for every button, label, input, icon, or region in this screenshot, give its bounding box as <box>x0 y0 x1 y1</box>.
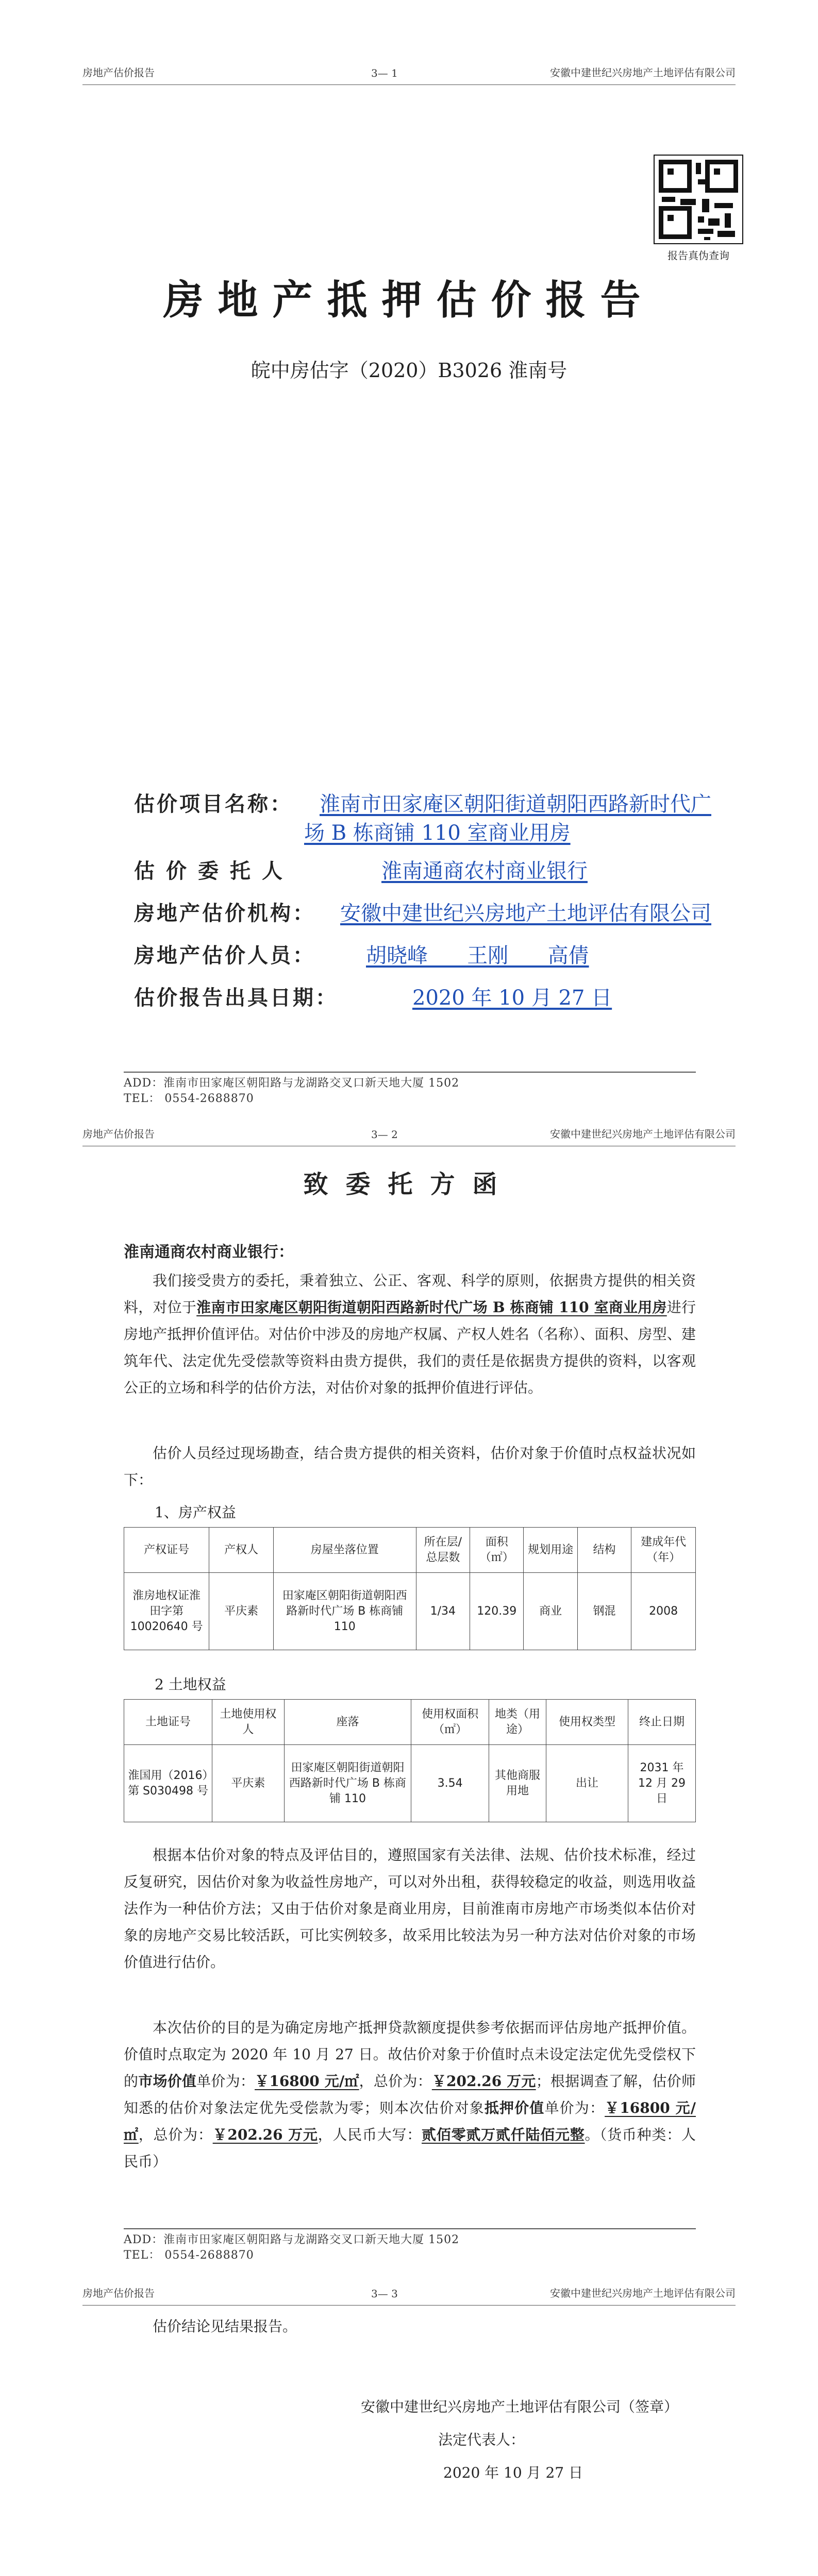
table2-cell: 其他商服用地 <box>489 1745 546 1822</box>
table1-header: 规划用途 <box>524 1528 577 1573</box>
letter-addressee: 淮南通商农村商业银行： <box>124 1243 294 1261</box>
header-company: 安徽中建世纪兴房地产土地评估有限公司 <box>550 2287 736 2299</box>
header-page-number: 3— 3 <box>371 2287 398 2300</box>
letter-paragraph-2: 估价人员经过现场勘查，结合贵方提供的相关资料，估价对象于价值时点权益状况如下： <box>124 1445 696 1488</box>
table1-header: 面积（㎡） <box>470 1528 524 1573</box>
table1-header: 结构 <box>577 1528 631 1573</box>
land-rights-table <box>124 1699 696 1822</box>
table2-cell: 2031 年 12 月 29 日 <box>628 1745 696 1822</box>
table2-header: 土地使用权人 <box>212 1700 285 1745</box>
table1-header: 产权人 <box>209 1528 274 1573</box>
letter-title: 致委托方函 <box>303 1170 515 1199</box>
report-title: 房地产抵押估价报告 <box>163 277 655 324</box>
letter-paragraph-1: 我们接受贵方的委托，秉着独立、公正、客观、科学的原则，依据贵方提供的相关资料，对位于淮南市田家庵区朝阳街道朝阳西路新时代广场 B 栋商铺 110 室商业用房进行房地产抵押价值评估。对估价中涉及的房地产权属、产权人姓名（名称）、面积、房型、建筑年代、法定优先受偿款等资料由贵方提供，我们的责任是依据贵方提供的资料，以客观公正的立场和科学的估价方法，对估价对象的抵押价值进行评估。 <box>124 1272 696 1396</box>
page-1 <box>0 0 818 1118</box>
table2-header: 使用权面积（㎡） <box>411 1700 489 1745</box>
section-land-rights: 2 土地权益 <box>155 1676 226 1693</box>
header-page-number: 3— 2 <box>371 1128 398 1141</box>
table1-cell: 钢混 <box>577 1573 631 1650</box>
market-total-price: ￥202.26 万元 <box>431 2073 536 2090</box>
appraisers-label: 房地产估价人员： <box>134 943 315 968</box>
qr-code[interactable] <box>654 155 743 244</box>
footer-tel: TEL： 0554-2688870 <box>124 1092 254 1105</box>
table-row <box>124 1573 696 1650</box>
page-header <box>82 1123 736 1146</box>
table2-header: 终止日期 <box>628 1700 696 1745</box>
header-page-number: 3— 1 <box>371 67 398 79</box>
agency-value: 安徽中建世纪兴房地产土地评估有限公司 <box>340 902 711 925</box>
letter-paragraph-3: 根据本估价对象的特点及评估目的，遵照国家有关法律、法规、估价技术标准，经过反复研究，因估价对象为收益性房地产，可以对外出租，获得较稳定的收益，则选用收益法作为一种估价方法；又由于估价对象是商业用房，目前淮南市房地产市场类似本估价对象的房地产交易比较活跃，可比实例较多，故采用比较法为另一种方法对估价对象的市场价值进行估价。 <box>124 1846 696 1971</box>
table2-cell: 3.54 <box>411 1745 489 1822</box>
table1-cell: 平庆素 <box>209 1573 274 1650</box>
footer-address: ADD：淮南市田家庵区朝阳路与龙湖路交叉口新天地大厦 1502 <box>124 1077 460 1090</box>
table2-cell: 出让 <box>546 1745 628 1822</box>
table-row <box>124 1745 696 1822</box>
amount-in-words: 贰佰零贰万贰仟陆佰元整 <box>422 2126 585 2143</box>
table2-cell: 淮国用（2016）第 S030498 号 <box>124 1745 212 1822</box>
table1-cell: 120.39 <box>470 1573 524 1650</box>
appraisers-value: 胡晓峰 王刚 高倩 <box>366 944 589 968</box>
signing-company: 安徽中建世纪兴房地产土地评估有限公司（签章） <box>361 2398 679 2415</box>
project-name-value: 淮南市田家庵区朝阳街道朝阳西路新时代广 <box>320 792 711 816</box>
table2-cell: 田家庵区朝阳街道朝阳西路新时代广场 B 栋商铺 110 <box>284 1745 411 1822</box>
table1-cell: 2008 <box>631 1573 696 1650</box>
table1-header: 产权证号 <box>124 1528 209 1573</box>
client-label: 估价委托人 <box>134 859 294 883</box>
table2-cell: 平庆素 <box>212 1745 285 1822</box>
header-company: 安徽中建世纪兴房地产土地评估有限公司 <box>550 66 736 79</box>
table2-header: 土地证号 <box>124 1700 212 1745</box>
table1-header: 建成年代（年） <box>631 1528 696 1573</box>
footer-tel: TEL： 0554-2688870 <box>124 2249 254 2262</box>
page-footer <box>124 2228 696 2263</box>
market-unit-price: ￥16800 元/㎡ <box>255 2073 359 2090</box>
table1-cell: 田家庵区朝阳街道朝阳西路新时代广场 B 栋商铺 110 <box>273 1573 416 1650</box>
document-number: 皖中房估字（2020）B3026 淮南号 <box>251 359 567 382</box>
qr-caption: 报告真伪查询 <box>667 249 729 262</box>
market-value-term: 市场价值 <box>138 2073 197 2090</box>
project-name-label: 估价项目名称： <box>134 792 293 816</box>
table1-cell: 1/34 <box>416 1573 470 1650</box>
header-left: 房地产估价报告 <box>82 66 155 79</box>
legal-representative: 法定代表人： <box>438 2431 525 2448</box>
project-name-value-2: 场 B 栋商铺 110 室商业用房 <box>304 821 571 845</box>
header-left: 房地产估价报告 <box>82 1128 155 1140</box>
page3-paragraph: 估价结论见结果报告。 <box>153 2318 297 2335</box>
header-company: 安徽中建世纪兴房地产土地评估有限公司 <box>550 1128 736 1140</box>
report-date-label: 估价报告出具日期： <box>134 986 338 1010</box>
page-header <box>82 2282 736 2306</box>
footer-address: ADD：淮南市田家庵区朝阳路与龙湖路交叉口新天地大厦 1502 <box>124 2233 460 2246</box>
section-house-rights: 1、房产权益 <box>155 1504 236 1521</box>
table1-cell: 商业 <box>524 1573 577 1650</box>
page-2 <box>0 1123 818 2280</box>
signature-block <box>361 2391 678 2489</box>
page-3 <box>0 2282 818 2576</box>
house-rights-table <box>124 1527 696 1650</box>
page-header <box>82 62 736 85</box>
agency-label: 房地产估价机构： <box>134 901 315 925</box>
table2-header: 座落 <box>284 1700 411 1745</box>
property-address: 淮南市田家庵区朝阳街道朝阳西路新时代广场 B 栋商铺 110 室商业用房 <box>196 1299 667 1316</box>
table2-header: 使用权类型 <box>546 1700 628 1745</box>
table2-header: 地类（用途） <box>489 1700 546 1745</box>
mortgage-total-price: ￥202.26 万元 <box>212 2126 318 2143</box>
header-left: 房地产估价报告 <box>82 2287 155 2299</box>
client-value: 淮南通商农村商业银行 <box>381 859 588 883</box>
table1-cell: 淮房地权证淮田字第 10020640 号 <box>124 1573 209 1650</box>
page-footer <box>124 1072 696 1107</box>
signing-date: 2020 年 10 月 27 日 <box>443 2464 583 2481</box>
report-date-value: 2020 年 10 月 27 日 <box>412 986 612 1010</box>
mortgage-unit-price: ￥16800 元/㎡ <box>124 2099 696 2143</box>
letter-paragraph-4: 本次估价的目的是为确定房地产抵押贷款额度提供参考依据而评估房地产抵押价值。价值时点取定为 2020 年 10 月 27 日。故估价对象于价值时点未设定法定优先受偿权下的市场价值单价为：￥16800 元/㎡，总价为：￥202.26 万元；根据调查了解，估价师知悉的估价对象法定优先受偿款为零；则本次估价对象抵押价值单价为：￥16800 元/㎡，总价为：￥202.26 万元，人民币大写：贰佰零贰万贰仟陆佰元整。（货币种类：人民币） <box>124 2019 696 2170</box>
table1-header: 所在层/总层数 <box>416 1528 470 1573</box>
table1-header: 房屋坐落位置 <box>273 1528 416 1573</box>
mortgage-value-term: 抵押价值 <box>484 2099 545 2116</box>
